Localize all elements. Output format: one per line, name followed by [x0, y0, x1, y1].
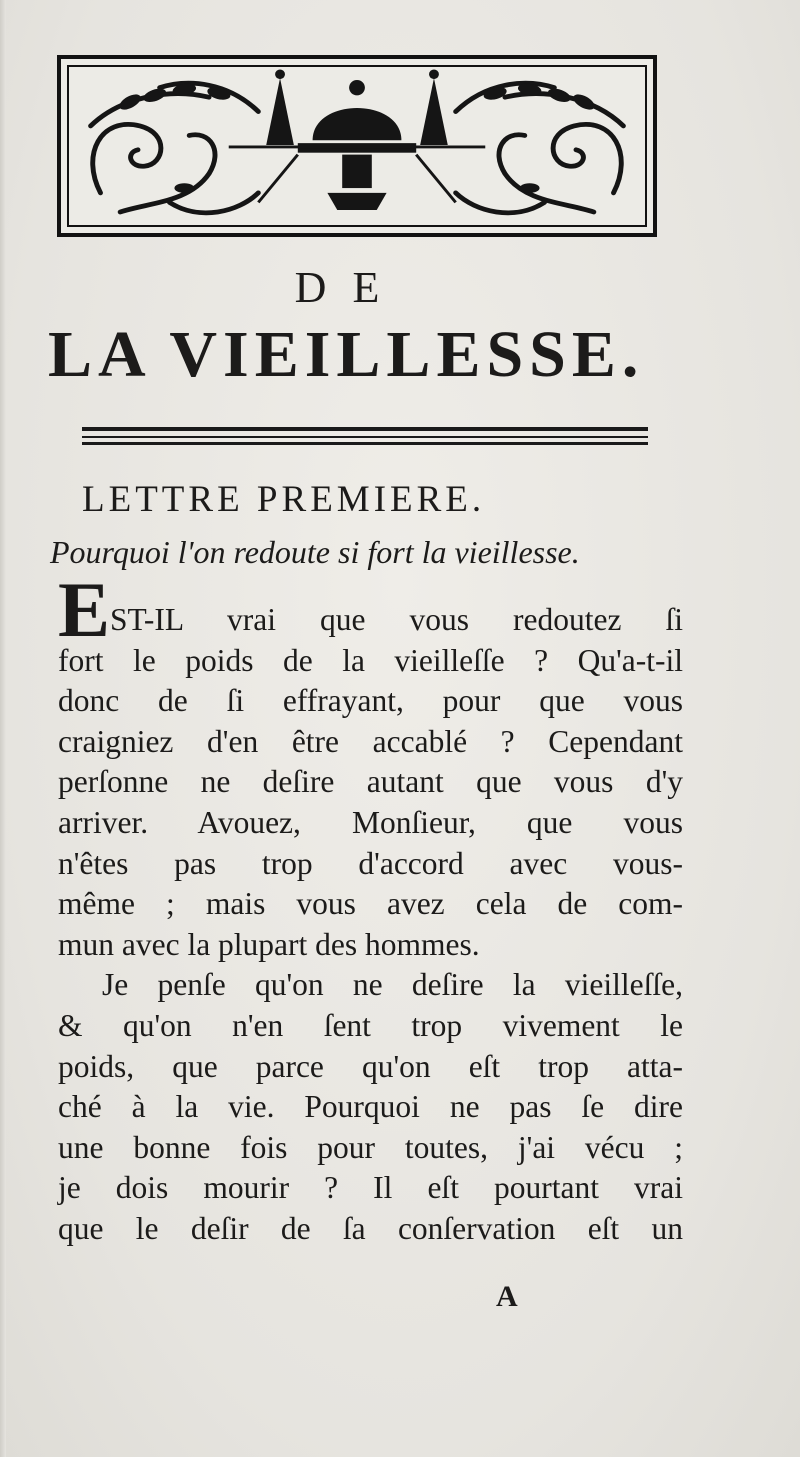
text-line: & qu'on n'en ſent trop vivement le — [58, 1007, 683, 1043]
text-line: mun avec la plupart des hommes. — [58, 926, 480, 962]
signature-mark: A — [496, 1280, 518, 1313]
text-line: ché à la vie. Pourquoi ne pas ſe dire — [58, 1089, 683, 1125]
drop-cap: E — [58, 566, 111, 653]
page-title: LA VIEILLESSE. — [48, 318, 645, 391]
text-line: n'êtes pas trop d'accord avec vous- — [58, 845, 683, 881]
text-line: que le deſir de ſa conſervation eſt un — [58, 1210, 683, 1246]
letter-subtitle: Pourquoi l'on redoute si fort la vieillesse. — [50, 534, 580, 570]
text-line: arriver. Avouez, Monſieur, que vous — [58, 804, 683, 840]
letter-heading: LETTRE PREMIERE. — [82, 479, 486, 520]
text-line: craigniez d'en être accablé ? Cependant — [58, 723, 683, 759]
text-line: fort le poids de la vieilleſſe ? Qu'a-t-il — [58, 642, 683, 678]
text-line: même ; mais vous avez cela de com- — [58, 886, 683, 922]
divider-rule — [82, 442, 648, 445]
text-line: une bonne fois pour toutes, j'ai vécu ; — [58, 1129, 683, 1165]
heading-de: DE — [294, 263, 406, 312]
divider-rule — [82, 427, 648, 431]
text-line: je dois mourir ? Il eſt pourtant vrai — [58, 1170, 683, 1206]
letter-body — [58, 566, 683, 1250]
text-line-content: ST-IL vrai que vous redoutez ſi — [110, 602, 683, 637]
text-line: donc de ſi effrayant, pour que vous — [58, 683, 683, 719]
text-line: poids, que parce qu'on eſt trop atta- — [58, 1048, 683, 1084]
ornamental-headpiece — [57, 55, 657, 237]
divider-rule — [82, 436, 648, 438]
text-line — [58, 566, 683, 653]
ornament-icon — [61, 59, 653, 233]
text-line: perſonne ne deſire autant que vous d'y — [58, 764, 683, 800]
page-edge — [0, 0, 6, 1457]
text-line: Je penſe qu'on ne deſire la vieilleſſe, — [102, 967, 683, 1003]
